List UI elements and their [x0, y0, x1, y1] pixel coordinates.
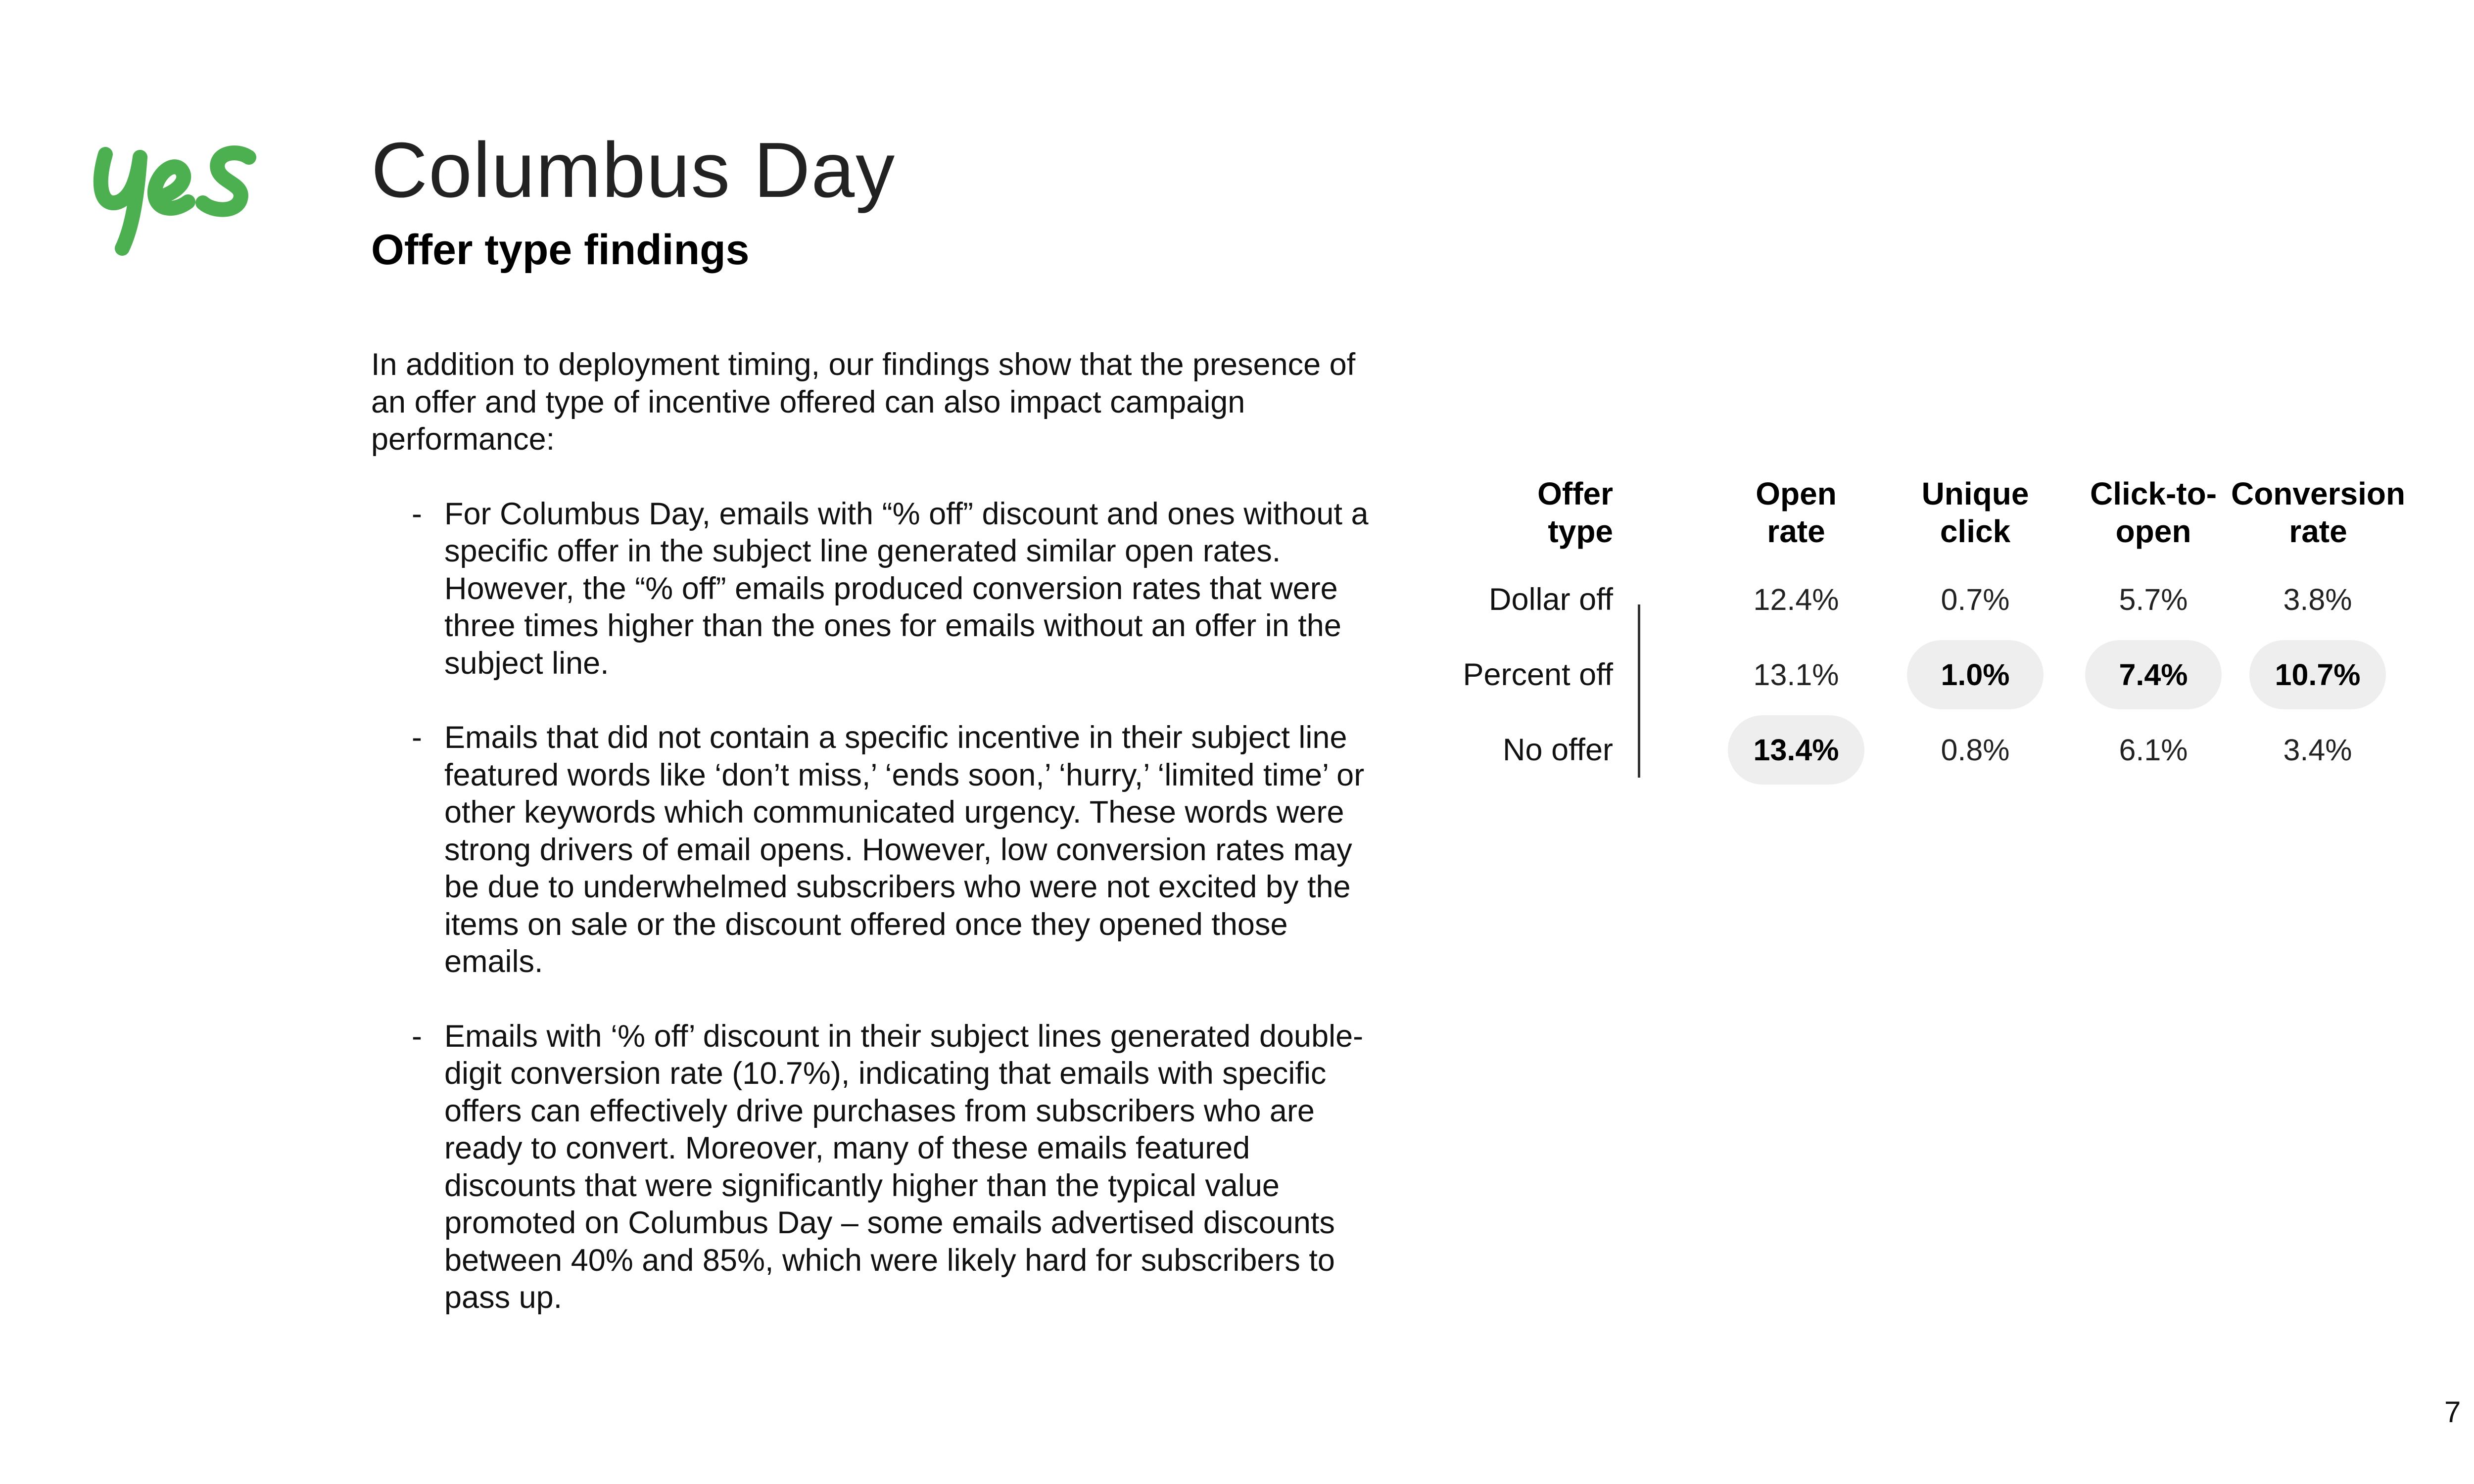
header-conversion-rate — [2222, 475, 2415, 550]
header-line: Open — [1756, 476, 1837, 511]
header-line: open — [2115, 513, 2191, 549]
header-line: rate — [2289, 513, 2347, 549]
row-label-dollar-off: Dollar off — [1489, 582, 1613, 617]
header-unique-click — [1896, 475, 2054, 550]
bullet-dash: - — [412, 720, 422, 755]
header-line: rate — [1767, 513, 1825, 549]
header-offer-type — [1494, 475, 1613, 550]
finding-text: Emails that did not contain a specific incentive in their subject line featured words like ‘don’t miss,’ ‘ends soon,’ ‘hurry,’ ‘limited time’ or other keywords which communicated urgency. These words were strong drivers of email opens. However, low conversion rates may be due to underwhelmed subscribers who were not excited by the items on sale or the discount offered once they opened those emails. — [444, 720, 1365, 979]
finding-text: For Columbus Day, emails with “% off” discount and ones without a specific offer in the subject line generated similar open rates. However, the “% off” emails produced conversion rates that were three times higher than the ones for emails without an offer in the subject line. — [444, 496, 1369, 681]
cell-percent-off-unique-click: 1.0% — [1907, 640, 2044, 709]
body-text — [371, 346, 1380, 1354]
findings-list — [371, 496, 1380, 1317]
row-label-percent-off: Percent off — [1463, 657, 1613, 692]
header-line: click — [1940, 513, 2011, 549]
cell-dollar-off-open-rate: 12.4% — [1753, 583, 1839, 616]
cell-percent-off-click-to-open: 7.4% — [2085, 640, 2222, 709]
header-line: Click-to- — [2090, 476, 2217, 511]
header-line: type — [1548, 513, 1613, 549]
bullet-dash: - — [412, 496, 422, 531]
page-number: 7 — [2444, 1395, 2461, 1429]
header-line: Unique — [1921, 476, 2029, 511]
cell-dollar-off-click-to-open: 5.7% — [2119, 583, 2188, 616]
offer-metrics-table — [1380, 475, 2406, 811]
intro-paragraph: In addition to deployment timing, our findings show that the presence of an offer and type of incentive offered can also impact campaign performance: — [371, 347, 1356, 457]
yes-logo-icon — [92, 143, 260, 262]
finding-item — [371, 719, 1380, 981]
finding-item — [371, 496, 1380, 683]
header-line: Conversion — [2231, 476, 2406, 511]
page-subtitle: Offer type findings — [371, 226, 750, 274]
header-open-rate — [1717, 475, 1875, 550]
cell-no-offer-open-rate: 13.4% — [1728, 715, 1864, 785]
bullet-dash: - — [412, 1019, 422, 1054]
cell-no-offer-unique-click: 0.8% — [1941, 733, 2010, 767]
finding-item — [371, 1018, 1380, 1317]
table-divider — [1638, 604, 1640, 778]
header-line: Offer — [1537, 476, 1613, 511]
cell-dollar-off-unique-click: 0.7% — [1941, 583, 2010, 616]
row-label-no-offer: No offer — [1503, 733, 1613, 767]
cell-dollar-off-conversion-rate: 3.8% — [2283, 583, 2352, 616]
cell-percent-off-open-rate: 13.1% — [1753, 658, 1839, 692]
header-click-to-open — [2074, 475, 2233, 550]
cell-no-offer-click-to-open: 6.1% — [2119, 733, 2188, 767]
cell-percent-off-conversion-rate: 10.7% — [2249, 640, 2386, 709]
cell-no-offer-conversion-rate: 3.4% — [2283, 733, 2352, 767]
page-title: Columbus Day — [371, 127, 896, 214]
finding-text: Emails with ‘% off’ discount in their subject lines generated double-digit conversion rate (10.7%), indicating that emails with specific offers can effectively drive purchases from subscribers who are ready to convert. Moreover, many of these emails featured discounts that were significantly higher than the typical value promoted on Columbus Day – some emails advertised discounts between 40% and 85%, which were likely hard for subscribers to pass up. — [444, 1019, 1364, 1315]
